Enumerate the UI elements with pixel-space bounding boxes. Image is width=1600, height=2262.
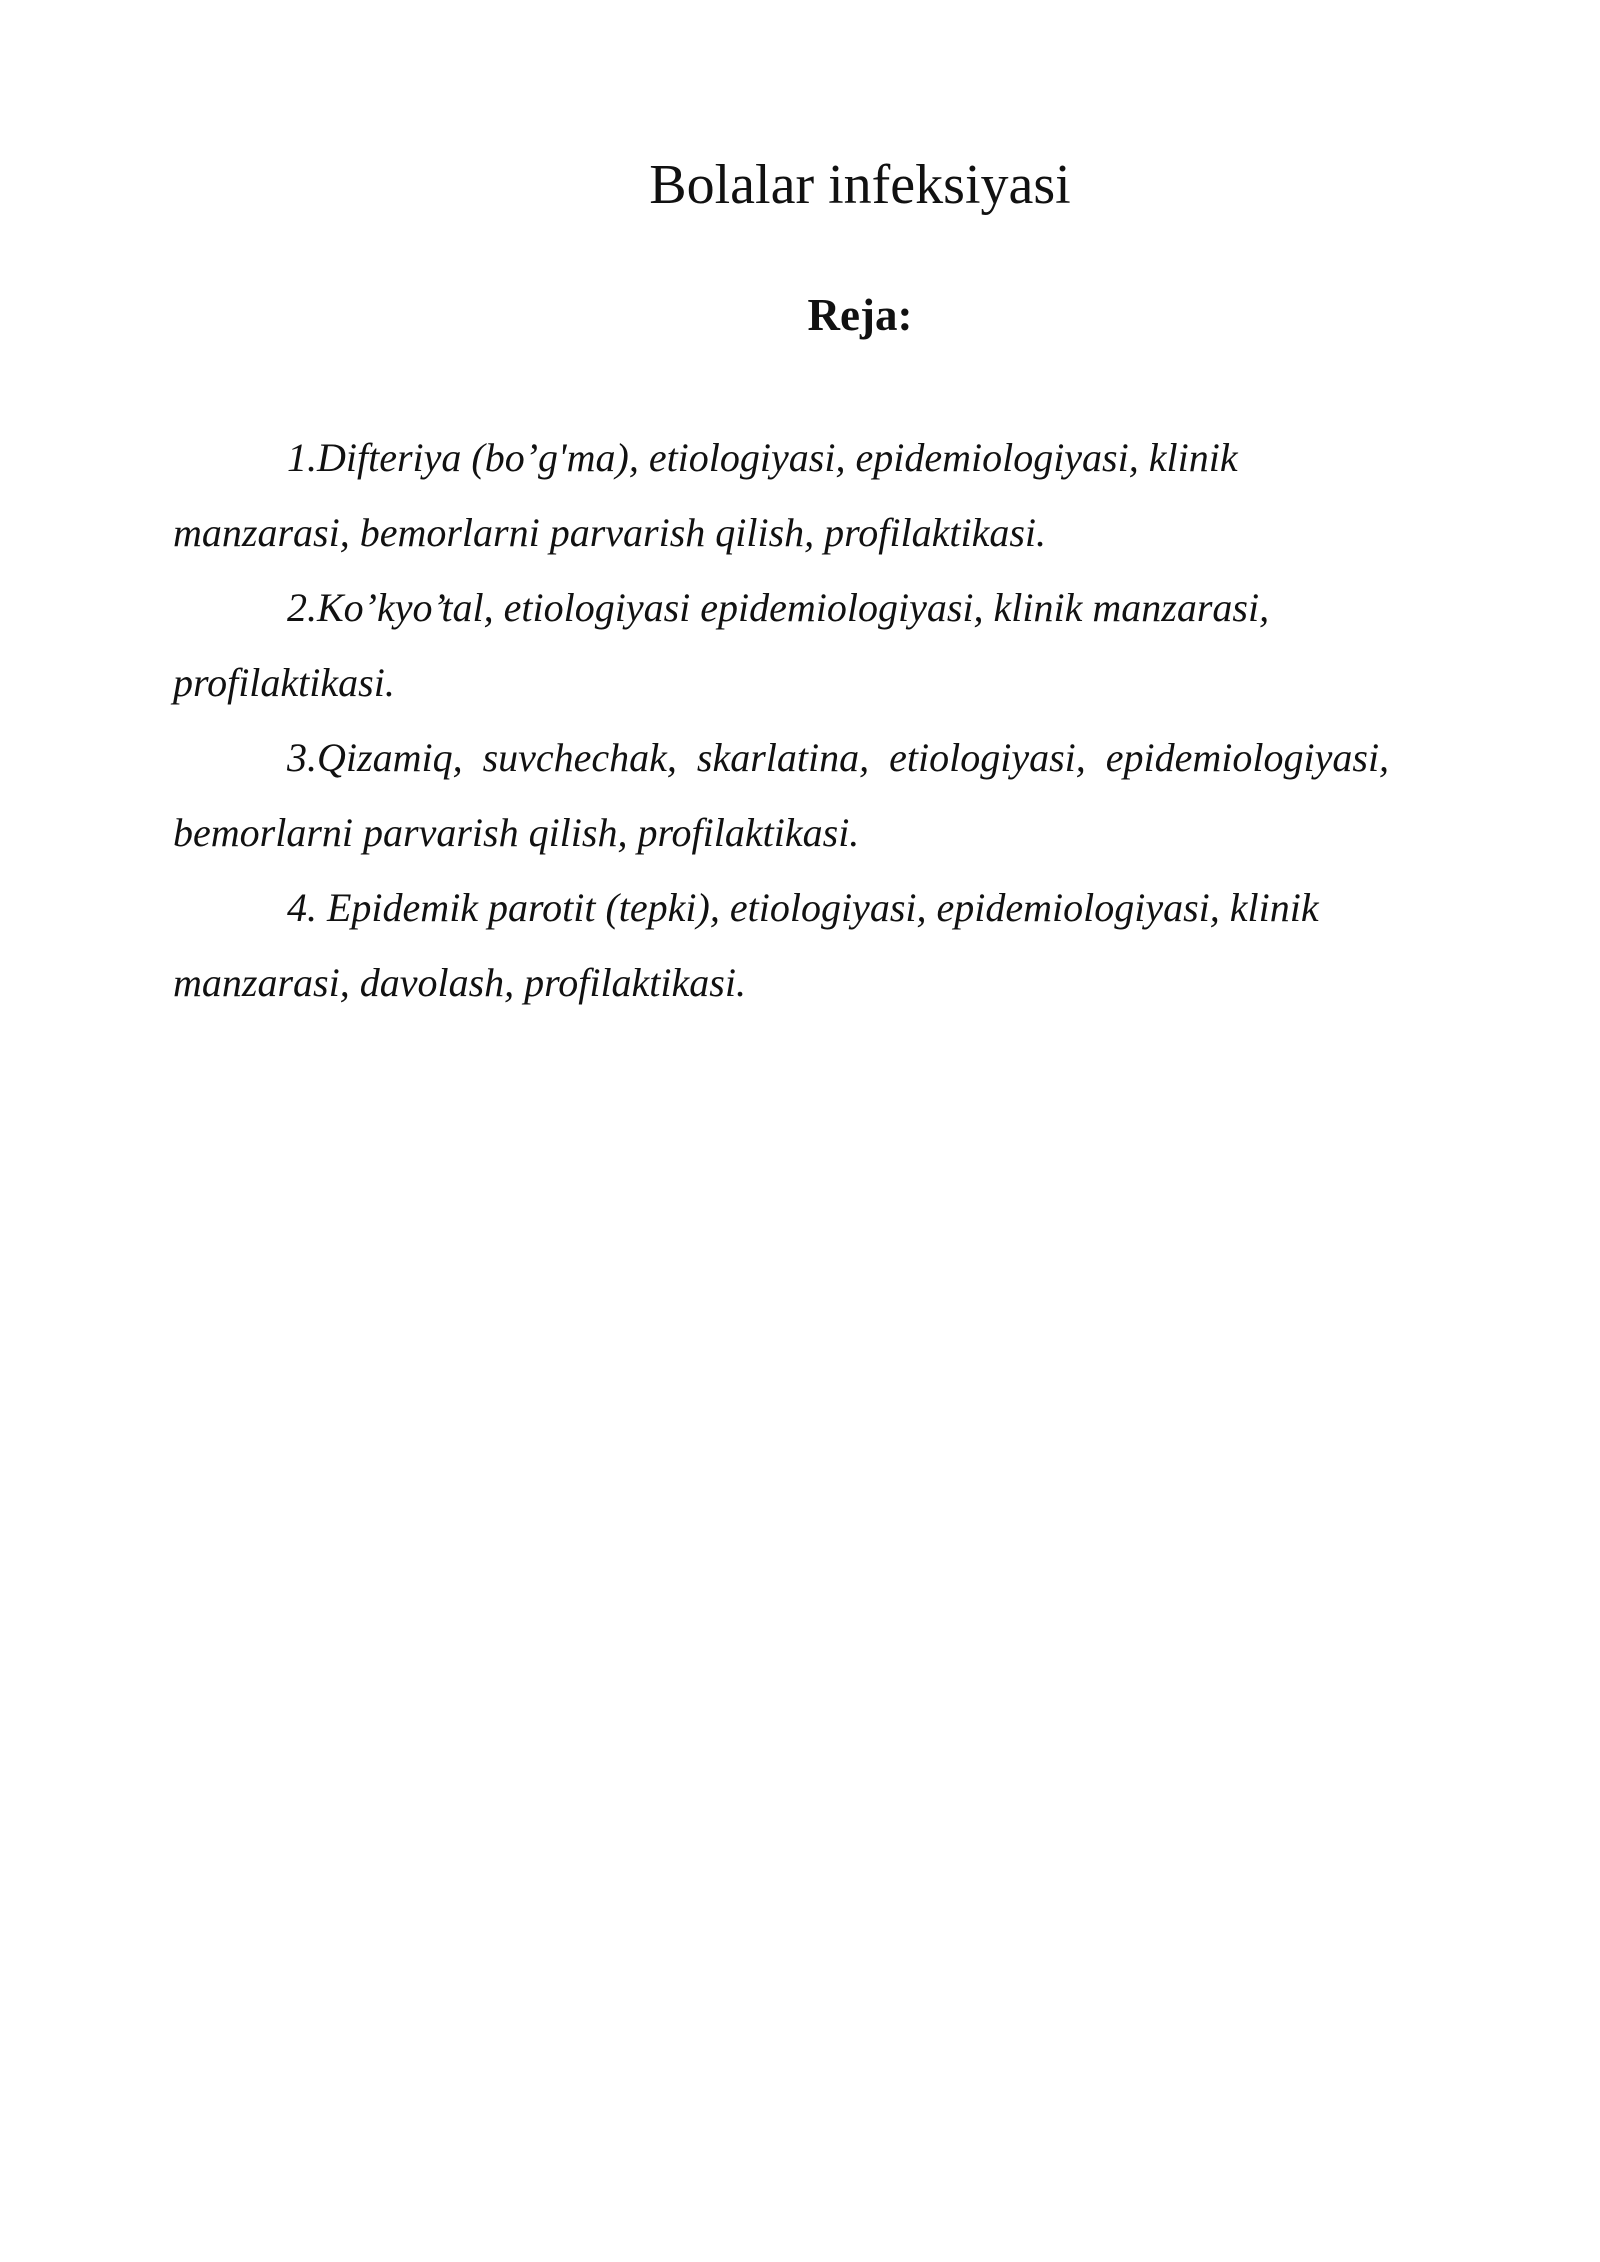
plan-heading: Reja: — [807, 290, 913, 340]
plan-item-1-line-2: manzarasi, bemorlarni parvarish qilish, profilaktikasi. — [173, 510, 1047, 555]
plan-item-2-line-1: 2.Ko’kyo’tal, etiologiyasi epidemiologiyasi, klinik manzarasi, — [287, 585, 1270, 630]
plan-item-4-line-1: 4. Epidemik parotit (tepki), etiologiyasi, epidemiologiyasi, klinik — [287, 885, 1319, 930]
plan-item-4 — [173, 870, 1480, 1020]
plan-item-3-line-2: bemorlarni parvarish qilish, profilaktikasi. — [173, 810, 860, 855]
plan-item-3-line-1: 3.Qizamiq, suvchechak, skarlatina, etiologiyasi, epidemiologiyasi, — [287, 735, 1390, 780]
document-title: Bolalar infeksiyasi — [649, 154, 1071, 216]
plan-item-4-line-2: manzarasi, davolash, profilaktikasi. — [173, 960, 746, 1005]
plan-item-1-line-1: 1.Difteriya (bo’g'ma), etiologiyasi, epidemiologiyasi, klinik — [287, 435, 1238, 480]
plan-item-1 — [173, 420, 1480, 570]
plan-list — [173, 420, 1480, 1020]
plan-item-2-line-2: profilaktikasi. — [173, 660, 395, 705]
plan-item-2 — [173, 570, 1480, 720]
plan-item-3 — [173, 720, 1480, 870]
